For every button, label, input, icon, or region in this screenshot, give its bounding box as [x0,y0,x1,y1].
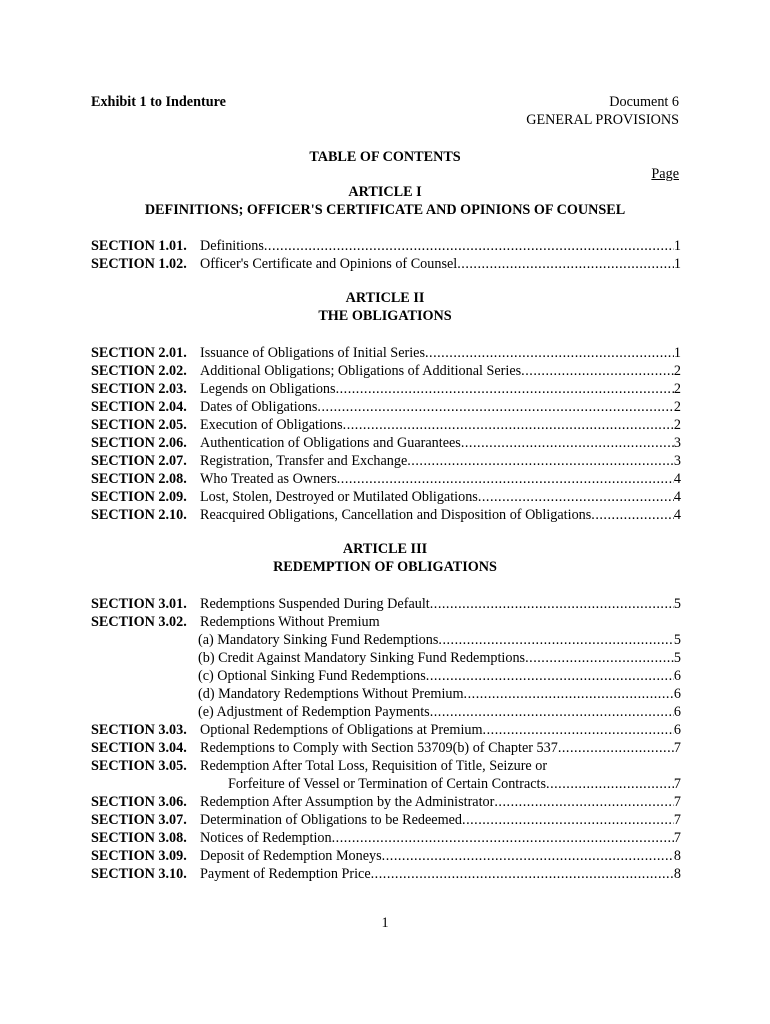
toc-entry [91,757,681,775]
section-number: SECTION 2.06. [91,435,187,451]
page-number: 2 [673,417,681,433]
leader-dots [525,649,674,667]
section-title: Redemption After Total Loss, Requisition of Title, Seizure or [200,758,548,774]
section-title: Notices of Redemption [200,830,332,846]
section-number: SECTION 3.02. [91,614,187,630]
page-number: 6 [673,686,681,702]
toc-entry [91,506,681,524]
section-title: Legends on Obligations [200,381,336,397]
exhibit-label: Exhibit 1 to Indenture [91,94,226,110]
leader-dots [461,434,674,452]
page-number: 7 [673,830,681,846]
article-1-title: DEFINITIONS; OFFICER'S CERTIFICATE AND OPINIONS OF COUNSEL [144,202,626,218]
toc-entry [91,344,681,362]
section-title: Dates of Obligations [200,399,318,415]
toc-entry [91,721,681,739]
section-title: Determination of Obligations to be Redeemed [200,812,463,828]
leader-dots [337,470,674,488]
leader-dots [521,362,674,380]
leader-dots [438,631,674,649]
article-2-title: THE OBLIGATIONS [318,308,452,324]
subsection-title: (d) Mandatory Redemptions Without Premium [198,686,464,702]
section-number: SECTION 3.04. [91,740,187,756]
section-title: Issuance of Obligations of Initial Series [200,345,425,361]
leader-dots [591,506,674,524]
document-subtitle: GENERAL PROVISIONS [526,112,679,128]
section-title: Optional Redemptions of Obligations at Premium [200,722,483,738]
toc-entry [91,255,681,273]
page-number: 5 [673,632,681,648]
toc-subentry [91,685,681,703]
toc-entry [91,739,681,757]
subsection-title: (b) Credit Against Mandatory Sinking Fund Redemptions [198,650,526,666]
leader-dots [343,416,674,434]
leader-dots [457,255,674,273]
page-number: 7 [673,776,681,792]
page-number: 7 [673,740,681,756]
document-number: Document 6 [609,94,679,110]
section-number: SECTION 3.09. [91,848,187,864]
section-number: SECTION 2.07. [91,453,187,469]
section-title-continued: Forfeiture of Vessel or Termination of Certain Contracts [228,776,547,792]
page-number: 1 [673,238,681,254]
leader-dots [426,667,674,685]
toc-entry [91,847,681,865]
toc-subentry [91,649,681,667]
section-number: SECTION 1.02. [91,256,187,272]
page-number: 3 [673,435,681,451]
page-number: 3 [673,453,681,469]
section-title: Authentication of Obligations and Guarantees [200,435,461,451]
article-3-label: ARTICLE III [342,541,428,557]
page-number: 4 [673,471,681,487]
subsection-title: (c) Optional Sinking Fund Redemptions [198,668,426,684]
leader-dots [558,739,674,757]
section-title: Redemption After Assumption by the Administrator [200,794,495,810]
page-number: 2 [673,363,681,379]
toc-continuation [91,775,681,793]
section-number: SECTION 3.05. [91,758,187,774]
page-number: 5 [673,650,681,666]
page-number: 4 [673,507,681,523]
page-number: 7 [673,794,681,810]
toc-entry [91,829,681,847]
section-title: Reacquired Obligations, Cancellation and Disposition of Obligations [200,507,592,523]
page-number: 7 [673,812,681,828]
section-number: SECTION 3.10. [91,866,187,882]
page-number: 8 [673,848,681,864]
section-title: Officer's Certificate and Opinions of Counsel [200,256,458,272]
toc-entry [91,380,681,398]
toc-subentry [91,667,681,685]
toc-entry [91,237,681,255]
section-number: SECTION 1.01. [91,238,187,254]
page-number: 1 [673,345,681,361]
page-number: 2 [673,399,681,415]
section-title: Registration, Transfer and Exchange [200,453,408,469]
section-title: Lost, Stolen, Destroyed or Mutilated Obligations [200,489,478,505]
page-column-label: Page [651,166,679,182]
leader-dots [336,380,674,398]
subsection-title: (e) Adjustment of Redemption Payments [198,704,430,720]
section-number: SECTION 3.03. [91,722,187,738]
section-number: SECTION 2.03. [91,381,187,397]
toc-subentry [91,631,681,649]
toc-entry [91,470,681,488]
footer-page-number: 1 [381,915,389,931]
leader-dots [462,811,674,829]
section-title: Redemptions to Comply with Section 53709(b) of Chapter 537 [200,740,558,756]
section-number: SECTION 2.02. [91,363,187,379]
leader-dots [264,237,674,255]
toc-entry [91,865,681,883]
toc-entry [91,452,681,470]
leader-dots [371,865,674,883]
section-title: Definitions [200,238,264,254]
section-title: Redemptions Suspended During Default [200,596,430,612]
leader-dots [430,703,674,721]
article-1-label: ARTICLE I [348,184,422,200]
section-number: SECTION 3.01. [91,596,187,612]
section-number: SECTION 2.05. [91,417,187,433]
toc-entry [91,811,681,829]
section-number: SECTION 3.08. [91,830,187,846]
toc-entry [91,595,681,613]
toc-entry [91,488,681,506]
leader-dots [464,685,674,703]
leader-dots [382,847,674,865]
toc-entry [91,613,681,631]
article-2-label: ARTICLE II [345,290,425,306]
toc-subentry [91,703,681,721]
section-number: SECTION 3.07. [91,812,187,828]
leader-dots [407,452,674,470]
section-title: Redemptions Without Premium [200,614,380,630]
leader-dots [483,721,674,739]
section-number: SECTION 2.10. [91,507,187,523]
section-title: Deposit of Redemption Moneys [200,848,382,864]
leader-dots [317,398,673,416]
toc-title: TABLE OF CONTENTS [309,149,461,165]
page-number: 6 [673,722,681,738]
page-number: 2 [673,381,681,397]
section-title: Additional Obligations; Obligations of Additional Series [200,363,522,379]
page-number: 6 [673,704,681,720]
subsection-title: (a) Mandatory Sinking Fund Redemptions [198,632,439,648]
leader-dots [425,344,674,362]
page-number: 6 [673,668,681,684]
section-title: Payment of Redemption Price [200,866,371,882]
section-title: Who Treated as Owners [200,471,337,487]
leader-dots [430,595,674,613]
leader-dots [332,829,674,847]
section-number: SECTION 2.08. [91,471,187,487]
toc-entry [91,398,681,416]
page-number: 4 [673,489,681,505]
toc-entry [91,434,681,452]
leader-dots [478,488,674,506]
leader-dots [546,775,674,793]
toc-entry [91,416,681,434]
section-title: Execution of Obligations [200,417,343,433]
section-number: SECTION 2.09. [91,489,187,505]
page-number: 8 [673,866,681,882]
toc-entry [91,793,681,811]
article-3-title: REDEMPTION OF OBLIGATIONS [273,559,497,575]
section-number: SECTION 3.06. [91,794,187,810]
leader-dots [494,793,674,811]
section-number: SECTION 2.04. [91,399,187,415]
page-number: 1 [673,256,681,272]
page-number: 5 [673,596,681,612]
toc-entry [91,362,681,380]
section-number: SECTION 2.01. [91,345,187,361]
